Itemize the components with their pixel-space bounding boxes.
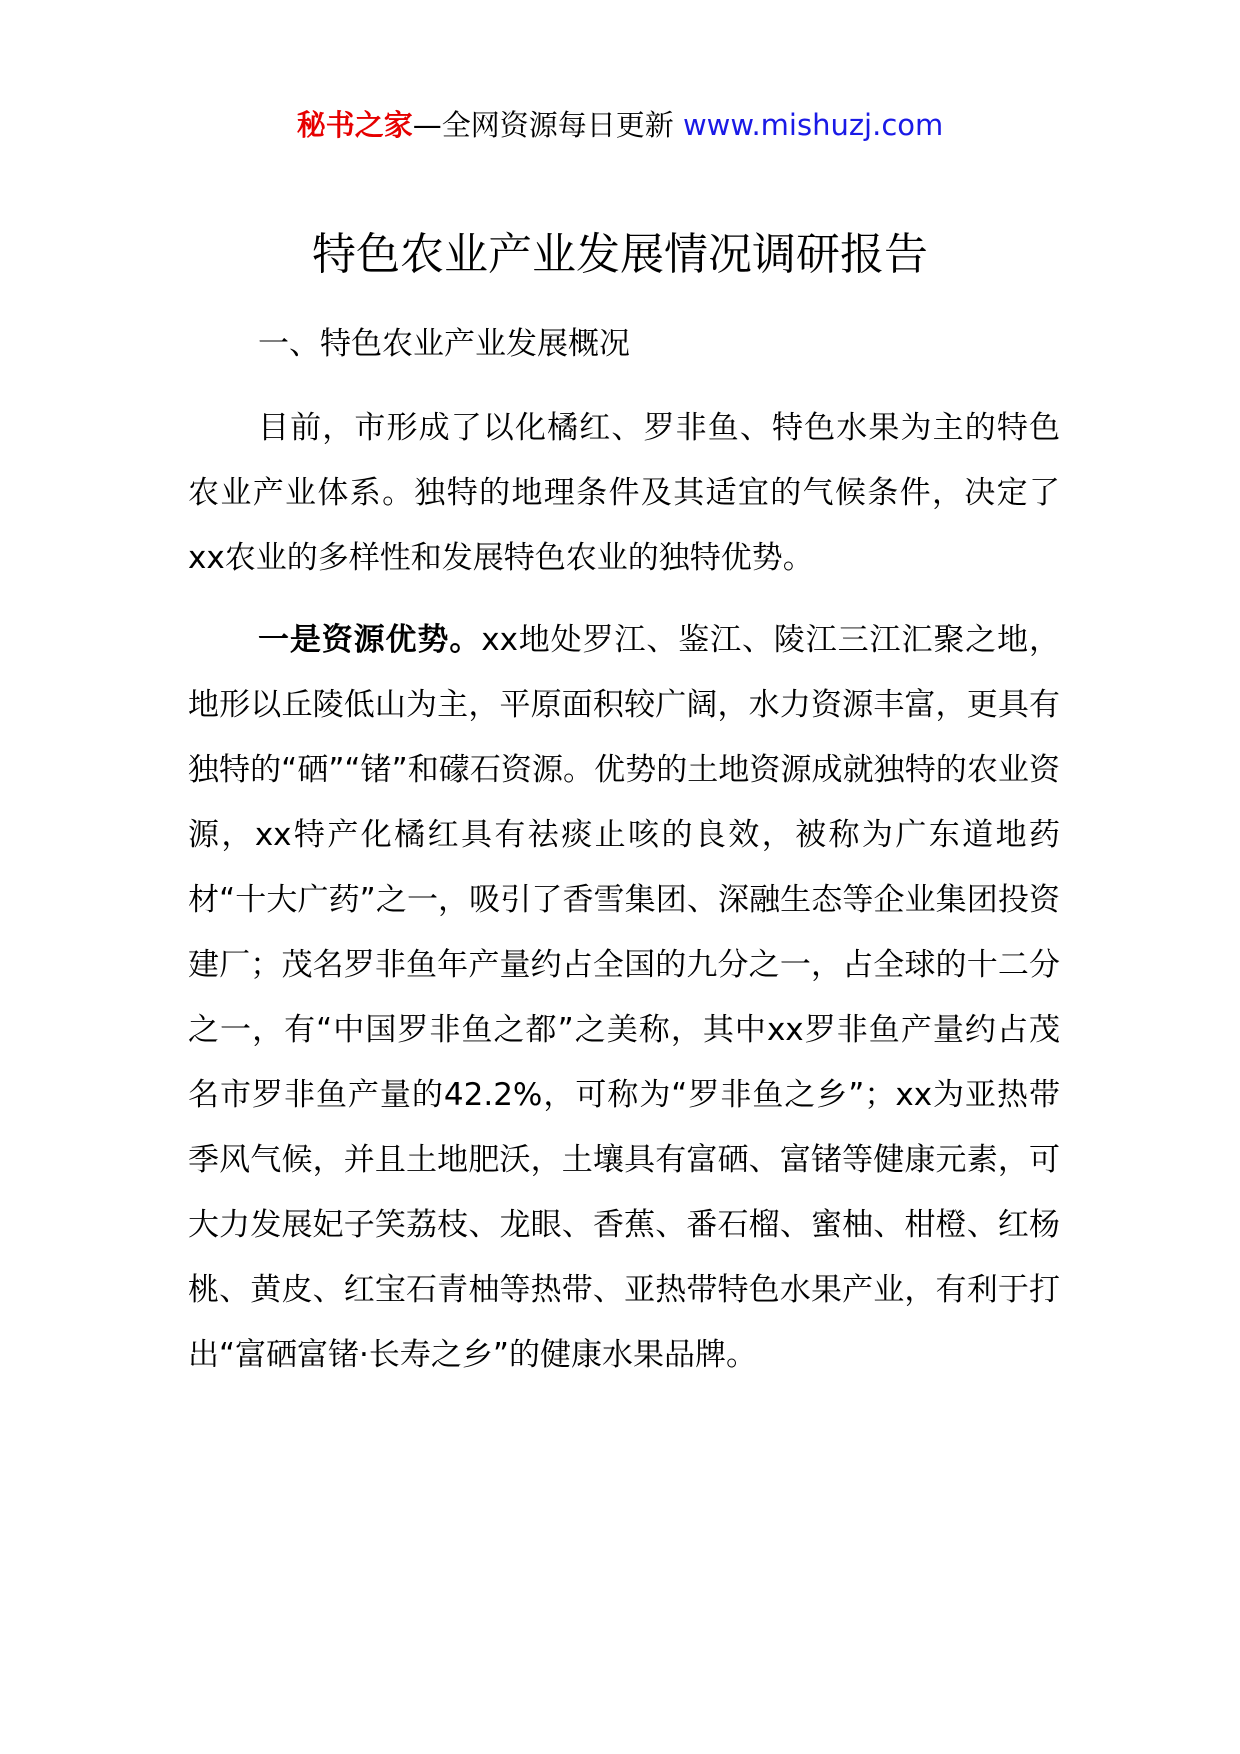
header-slogan: —全网资源每日更新 (412, 108, 674, 142)
brand-name: 秘书之家 (296, 108, 413, 142)
site-url-link[interactable]: www.mishuzj.com (682, 108, 944, 142)
document-title: 特色农业产业发展情况调研报告 (312, 229, 928, 280)
paragraph-lead: 一是资源优势。 (258, 622, 482, 658)
section-heading: 一、特色农业产业发展概况 (258, 326, 630, 362)
paragraph-body: xx地处罗江、鉴江、陵江三江汇聚之地，地形以丘陵低山为主，平原面积较广阔，水力资源丰富，更具有独特的“硒”“锗”和礞石资源。优势的土地资源成就独特的农业资源，xx特产化橘红具有祛痰止咳的良效，被称为广东道地药材“十大广药”之一，吸引了香雪集团、深融生态等企业集团投资建厂；茂名罗非鱼年产量约占全国的九分之一，占全球的十二分之一，有“中国罗非鱼之都”之美称，其中xx罗非鱼产量约占茂名市罗非鱼产量的42.2%，可称为“罗非鱼之乡”；xx为亚热带季风气候，并且土地肥沃，土壤具有富硒、富锗等健康元素，可大力发展妃子笑荔枝、龙眼、香蕉、番石榴、蜜柚、柑橙、红杨桃、黄皮、红宝石青柚等热带、亚热带特色水果产业，有利于打出“富硒富锗·长寿之乡”的健康水果品牌。 (188, 622, 1060, 1373)
paragraph-overview: 目前，市形成了以化橘红、罗非鱼、特色水果为主的特色农业产业体系。独特的地理条件及其适宜的气候条件，决定了xx农业的多样性和发展特色农业的独特优势。 (188, 410, 1060, 576)
paragraph-resource-advantage (188, 608, 1060, 1388)
site-header (0, 100, 1240, 150)
